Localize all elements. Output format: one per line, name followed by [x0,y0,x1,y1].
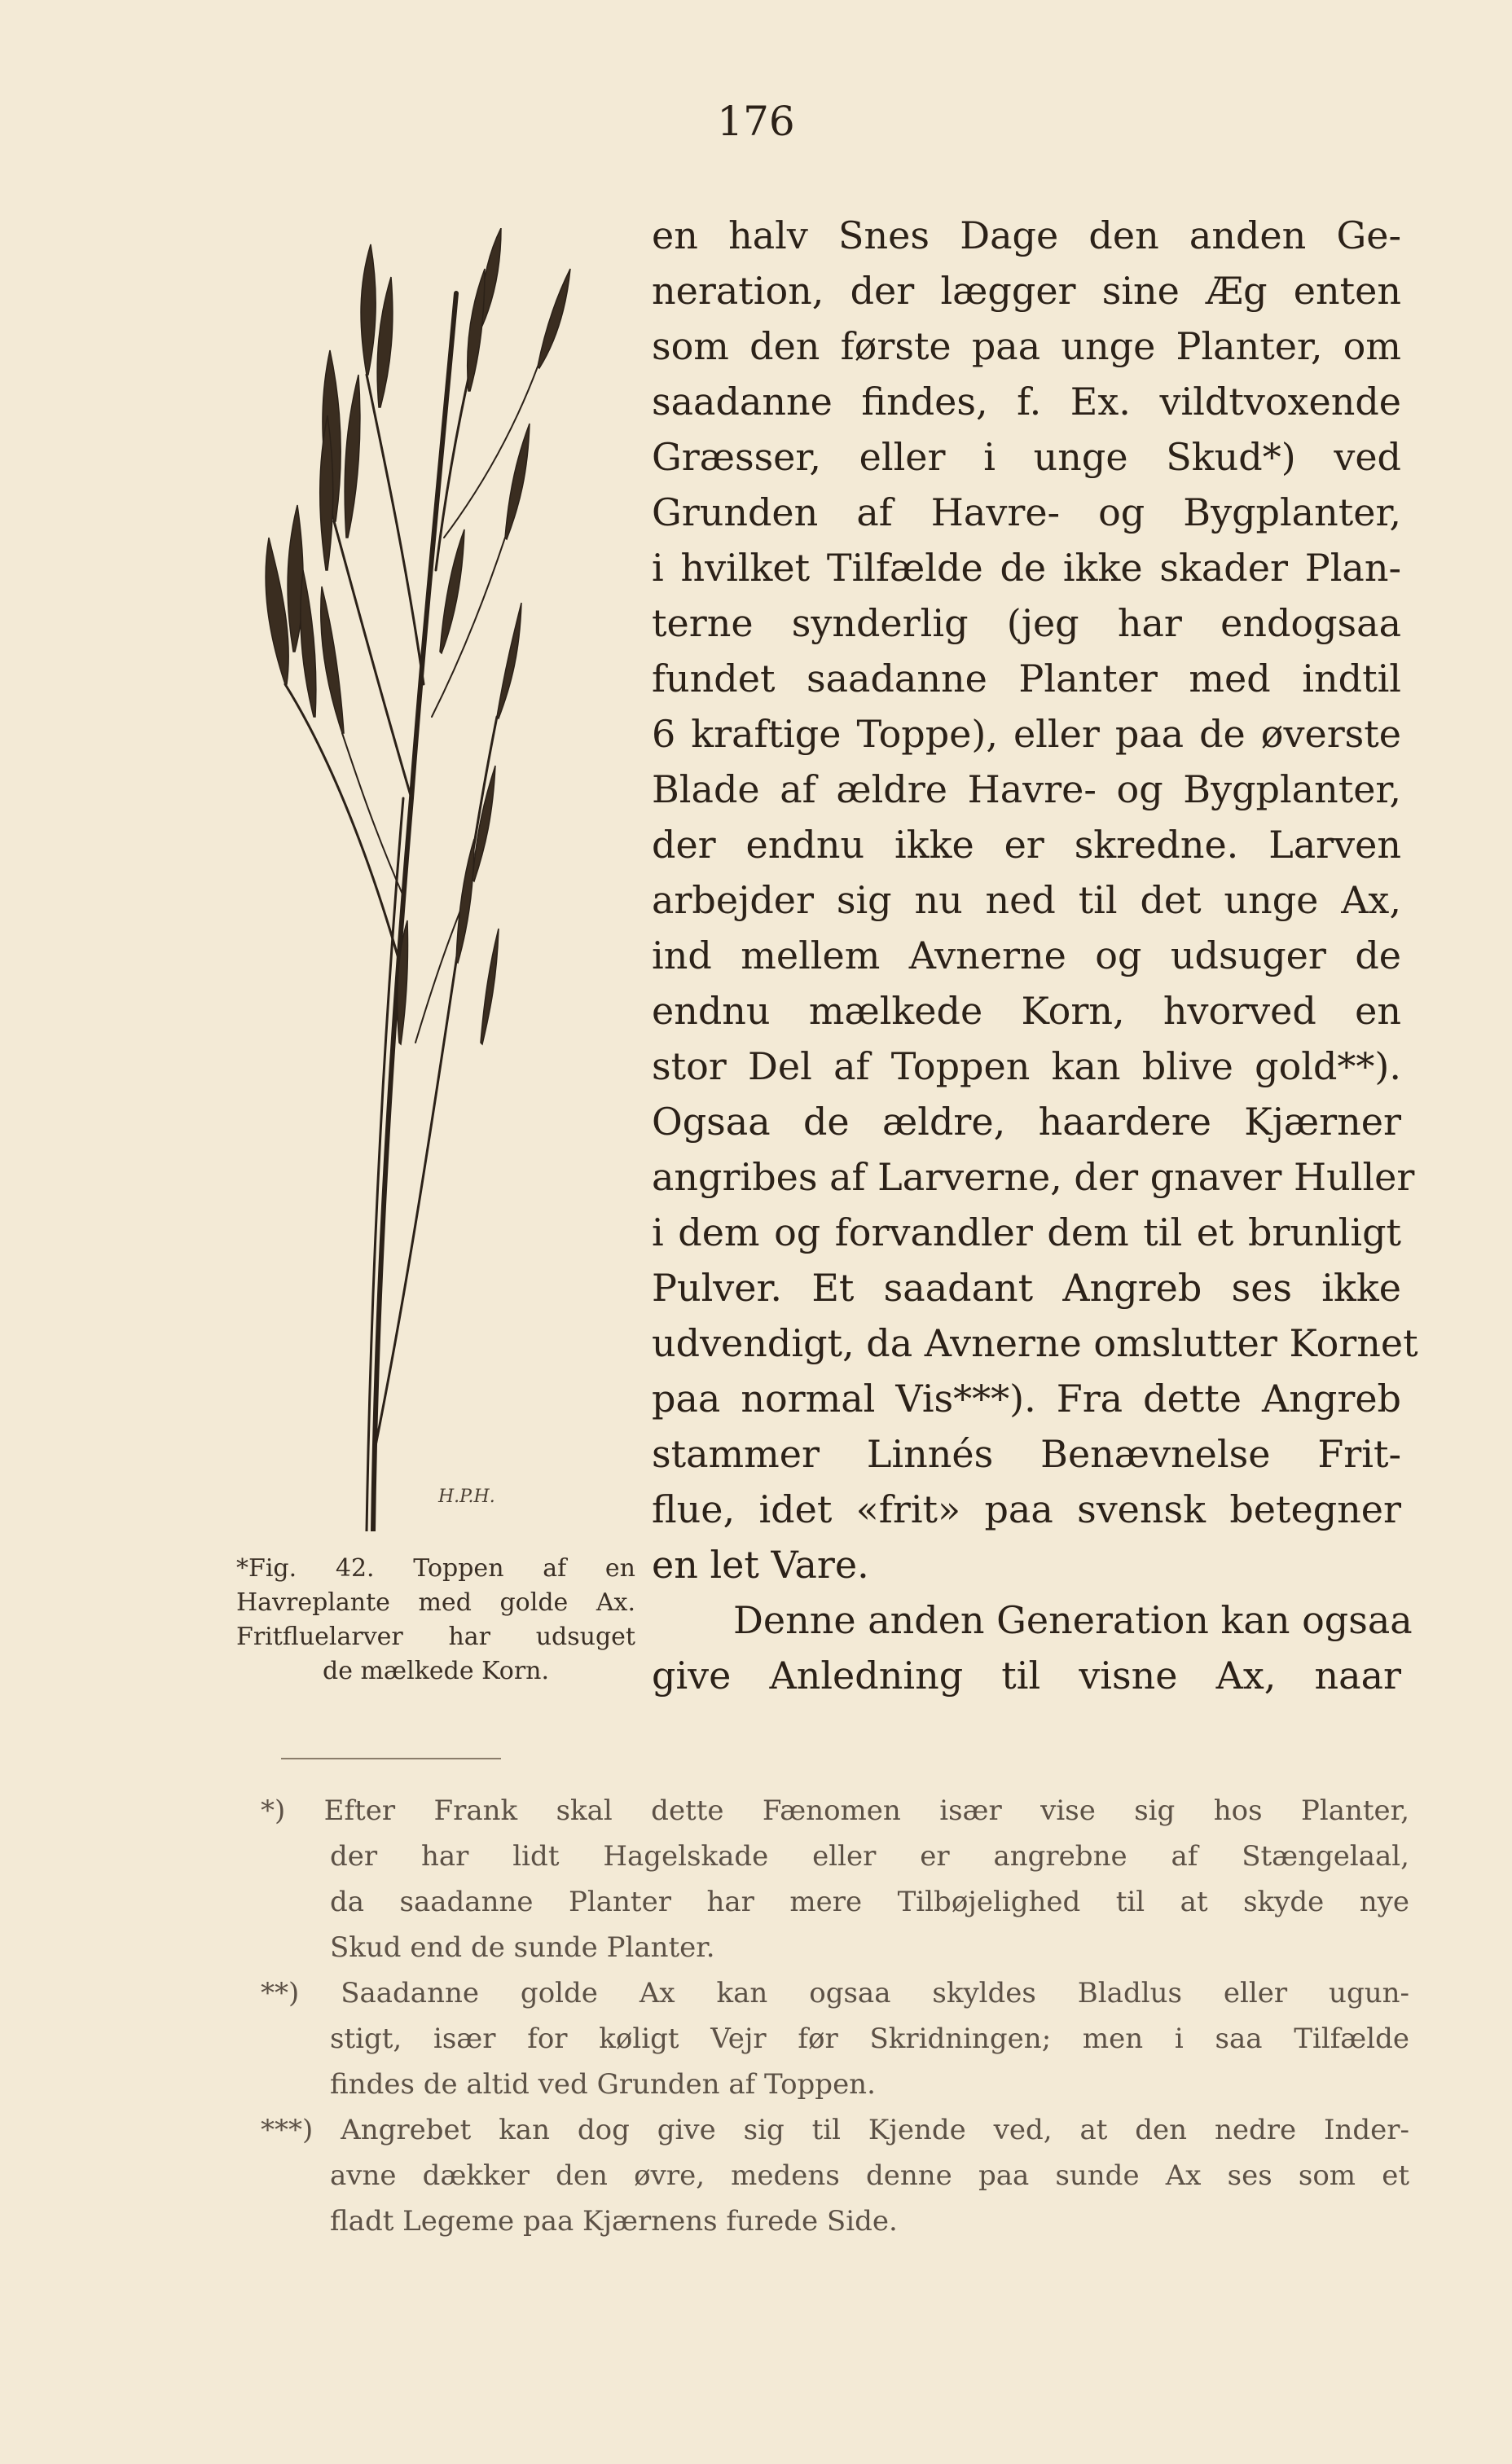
text-line: endnu mælkede Korn, hvorved en [652,989,1401,1033]
footnote-line: *) Efter Frank skal dette Fænomen især vise sig hos Planter, [261,1794,1409,1827]
text-line: stor Del af Toppen kan blive gold**). [652,1044,1401,1088]
footnote-line: **) Saadanne golde Ax kan ogsaa skyldes Bladlus eller ugun- [261,1977,1409,2009]
text-line: neration, der lægger sine Æg enten [652,269,1401,313]
text-line: Blade af ældre Havre- og Bygplanter, [652,767,1401,811]
text-line: fundet saadanne Planter med indtil [652,657,1401,701]
text-line: give Anledning til visne Ax, naar [652,1654,1401,1698]
text-line: som den første paa unge Planter, om [652,324,1401,368]
text-line: angribes af Larverne, der gnaver Huller [652,1155,1415,1199]
footnote-line: findes de altid ved Grunden af Toppen. [330,2068,876,2101]
footnote-line: Skud end de sunde Planter. [330,1931,715,1964]
text-line: paa normal Vis***). Fra dette Angreb [652,1377,1401,1421]
text-line: en halv Snes Dage den anden Ge- [652,213,1401,257]
caption-line: Fritfluelarver har udsuget [236,1623,635,1651]
text-line: saadanne findes, f. Ex. vildtvoxende [652,380,1401,424]
footnotes [261,1788,1409,2244]
caption-line: Havreplante med golde Ax. [236,1588,635,1617]
text-line: arbejder sig nu ned til det unge Ax, [652,878,1401,922]
text-line: Pulver. Et saadant Angreb ses ikke [652,1266,1401,1310]
footnote-line: ***) Angrebet kan dog give sig til Kjende ved, at den nedre Inder- [261,2114,1409,2146]
footnote-line: der har lidt Hagelskade eller er angrebne af Stængelaal, [330,1840,1409,1873]
text-line: Græsser, eller i unge Skud*) ved [652,435,1401,479]
text-line: der endnu ikke er skredne. Larven [652,823,1401,867]
text-line: udvendigt, da Avnerne omslutter Kornet [652,1321,1418,1365]
text-line: Ogsaa de ældre, haardere Kjærner [652,1100,1401,1144]
illustrator-signature: H.P.H. [438,1487,495,1507]
footnote-divider [281,1758,501,1759]
page-number: 176 [717,98,795,145]
caption-line: de mælkede Korn. [322,1657,550,1685]
text-line: en let Vare. [652,1543,869,1587]
footnote-line: avne dækker den øvre, medens denne paa sunde Ax ses som et [330,2159,1409,2192]
text-line: i hvilket Tilfælde de ikke skader Plan- [652,546,1401,590]
caption-line: *Fig. 42. Toppen af en [236,1554,635,1583]
text-line: Grunden af Havre- og Bygplanter, [652,490,1401,534]
text-line: terne synderlig (jeg har endogsaa [652,601,1401,645]
figure-caption [236,1552,635,1689]
oat-panicle-illustration [236,228,578,1531]
footnote-line: stigt, især for køligt Vejr før Skridningen; men i saa Tilfælde [330,2023,1409,2055]
text-line: 6 kraftige Toppe), eller paa de øverste [652,712,1401,756]
text-line: stammer Linnés Benævnelse Frit- [652,1432,1401,1476]
body-text [652,208,1418,1703]
oat-panicle-drawing [236,228,578,1531]
footnote-line: fladt Legeme paa Kjærnens furede Side. [330,2205,898,2238]
text-line: ind mellem Avnerne og udsuger de [652,933,1401,977]
footnote-line: da saadanne Planter har mere Tilbøjelighed til at skyde nye [330,1886,1409,1918]
text-line: Denne anden Generation kan ogsaa [733,1598,1413,1642]
text-line: flue, idet «frit» paa svensk betegner [652,1487,1401,1531]
text-line: i dem og forvandler dem til et brunligt [652,1210,1401,1254]
